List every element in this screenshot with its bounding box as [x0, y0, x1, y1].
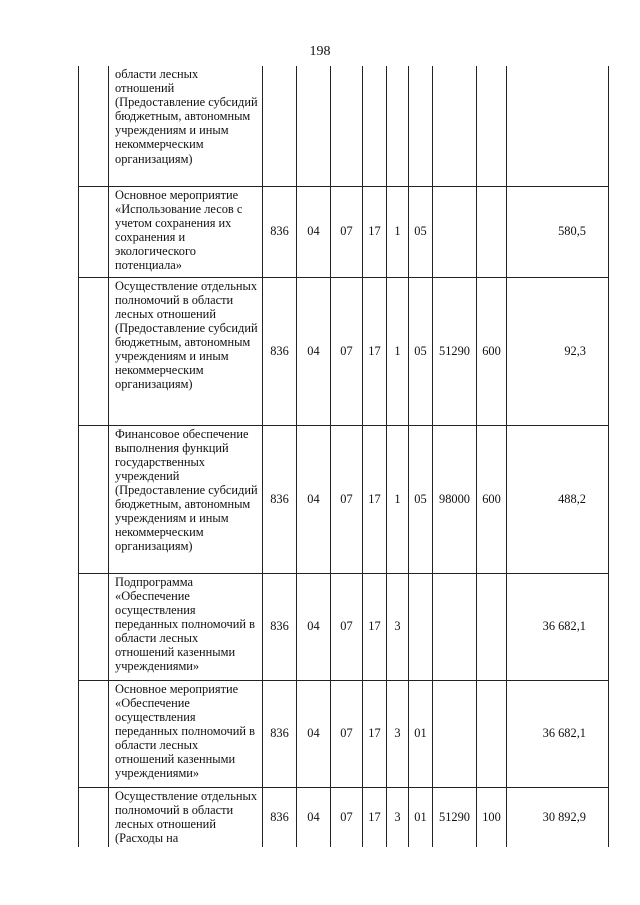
- subprogram-cell: 1: [387, 277, 409, 425]
- direction-cell: [433, 573, 477, 680]
- table-row: [79, 66, 609, 186]
- event-cell: [409, 573, 433, 680]
- item-name-cell: Осуществление отдельных полномочий в области лесных отношений (Предоставление субсидий бюджетным, автономным учреждениям и иным некоммерческим организациям): [109, 277, 263, 425]
- table-row: [79, 680, 609, 787]
- event-cell: 05: [409, 277, 433, 425]
- page-number: 198: [309, 44, 331, 59]
- ved-cell: 836: [263, 787, 297, 847]
- row-margin-cell: [79, 573, 109, 680]
- vid-cell: 600: [477, 425, 507, 573]
- event-cell: 05: [409, 425, 433, 573]
- table-row: [79, 186, 609, 277]
- table-row: [79, 787, 609, 847]
- direction-cell: 51290: [433, 277, 477, 425]
- subprogram-cell: 3: [387, 573, 409, 680]
- direction-cell: 98000: [433, 425, 477, 573]
- table-row: [79, 573, 609, 680]
- item-name-cell: Основное мероприятие «Обеспечение осуществления переданных полномочий в области лесных отношений казенными учреждениями»: [109, 680, 263, 787]
- ved-cell: 836: [263, 277, 297, 425]
- item-name-cell: Финансовое обеспечение выполнения функций государственных учреждений (Предоставление субсидий бюджетным, автономным учреждениям и иным некоммерческим организациям): [109, 425, 263, 573]
- event-cell: [409, 66, 433, 186]
- direction-cell: [433, 680, 477, 787]
- program-cell: [363, 66, 387, 186]
- table-row: [79, 277, 609, 425]
- item-name-cell: области лесных отношений (Предоставление субсидий бюджетным, автономным учреждениям и иным некоммерческим организациям): [109, 66, 263, 186]
- ved-cell: 836: [263, 680, 297, 787]
- rz-cell: 04: [297, 787, 331, 847]
- pr-cell: 07: [331, 277, 363, 425]
- vid-cell: [477, 66, 507, 186]
- row-margin-cell: [79, 186, 109, 277]
- rz-cell: 04: [297, 425, 331, 573]
- program-cell: 17: [363, 277, 387, 425]
- program-cell: 17: [363, 573, 387, 680]
- table-row: [79, 425, 609, 573]
- rz-cell: 04: [297, 277, 331, 425]
- subprogram-cell: [387, 66, 409, 186]
- rz-cell: 04: [297, 680, 331, 787]
- budget-table: [78, 66, 609, 847]
- event-cell: 01: [409, 680, 433, 787]
- vid-cell: [477, 186, 507, 277]
- row-margin-cell: [79, 680, 109, 787]
- event-cell: 05: [409, 186, 433, 277]
- direction-cell: [433, 186, 477, 277]
- sum-cell: 580,5: [507, 186, 609, 277]
- ved-cell: 836: [263, 573, 297, 680]
- sum-cell: [507, 66, 609, 186]
- pr-cell: [331, 66, 363, 186]
- subprogram-cell: 3: [387, 680, 409, 787]
- ved-cell: 836: [263, 186, 297, 277]
- vid-cell: [477, 680, 507, 787]
- program-cell: 17: [363, 425, 387, 573]
- sum-cell: 36 682,1: [507, 573, 609, 680]
- item-name-cell: Основное мероприятие «Использование лесов с учетом сохранения их сохранения и экологического потенциала»: [109, 186, 263, 277]
- ved-cell: [263, 66, 297, 186]
- item-name-cell: Осуществление отдельных полномочий в области лесных отношений (Расходы на: [109, 787, 263, 847]
- event-cell: 01: [409, 787, 433, 847]
- sum-cell: 92,3: [507, 277, 609, 425]
- rz-cell: 04: [297, 573, 331, 680]
- rz-cell: [297, 66, 331, 186]
- subprogram-cell: 3: [387, 787, 409, 847]
- pr-cell: 07: [331, 787, 363, 847]
- sum-cell: 488,2: [507, 425, 609, 573]
- pr-cell: 07: [331, 186, 363, 277]
- item-name-cell: Подпрограмма «Обеспечение осуществления переданных полномочий в области лесных отношений казенными учреждениями»: [109, 573, 263, 680]
- pr-cell: 07: [331, 425, 363, 573]
- vid-cell: [477, 573, 507, 680]
- subprogram-cell: 1: [387, 425, 409, 573]
- ved-cell: 836: [263, 425, 297, 573]
- pr-cell: 07: [331, 680, 363, 787]
- rz-cell: 04: [297, 186, 331, 277]
- program-cell: 17: [363, 680, 387, 787]
- program-cell: 17: [363, 787, 387, 847]
- sum-cell: 30 892,9: [507, 787, 609, 847]
- row-margin-cell: [79, 787, 109, 847]
- row-margin-cell: [79, 66, 109, 186]
- vid-cell: 100: [477, 787, 507, 847]
- sum-cell: 36 682,1: [507, 680, 609, 787]
- subprogram-cell: 1: [387, 186, 409, 277]
- direction-cell: [433, 66, 477, 186]
- row-margin-cell: [79, 277, 109, 425]
- pr-cell: 07: [331, 573, 363, 680]
- vid-cell: 600: [477, 277, 507, 425]
- row-margin-cell: [79, 425, 109, 573]
- direction-cell: 51290: [433, 787, 477, 847]
- program-cell: 17: [363, 186, 387, 277]
